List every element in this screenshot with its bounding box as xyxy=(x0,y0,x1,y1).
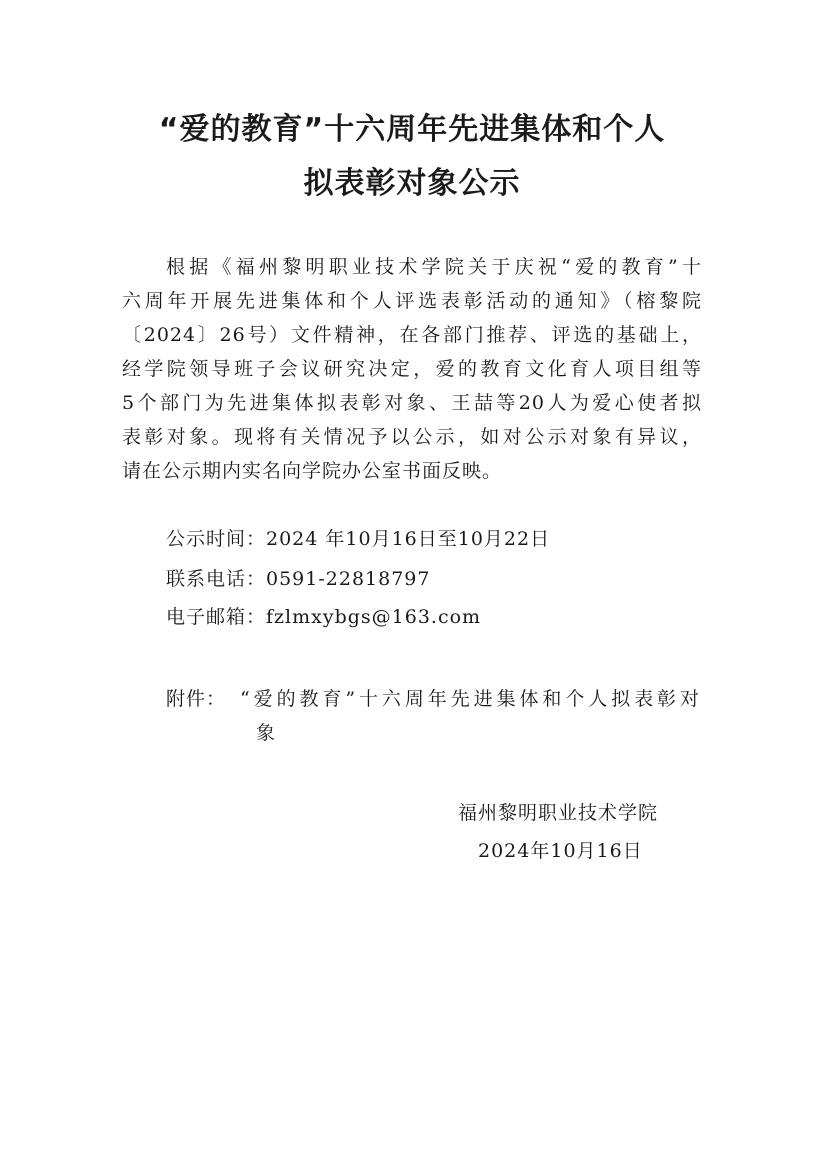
signature-date: 2024年10月16日 xyxy=(478,840,643,862)
body-line-3: 〔2024〕26号）文件精神，在各部门推荐、评选的基础上， xyxy=(122,324,702,346)
notice-period: 公示时间：2024 年10月16日至10月22日 xyxy=(166,528,551,550)
attachment-title-line1: “爱的教育”十六周年先进集体和个人拟表彰对 xyxy=(240,688,700,710)
attachment-title-line2: 象 xyxy=(256,722,277,744)
body-line-6: 表彰对象。现将有关情况予以公示，如对公示对象有异议， xyxy=(122,426,702,448)
body-line-1: 根据《福州黎明职业技术学院关于庆祝“爱的教育”十 xyxy=(166,256,702,278)
body-line-7: 请在公示期内实名向学院办公室书面反映。 xyxy=(122,460,503,482)
attachment-label: 附件： xyxy=(166,688,227,710)
contact-phone: 联系电话：0591-22818797 xyxy=(166,568,431,590)
contact-email: 电子邮箱：fzlmxybgs@163.com xyxy=(166,606,482,628)
document-title-line2: 拟表彰对象公示 xyxy=(303,166,521,201)
signature-organization: 福州黎明职业技术学院 xyxy=(458,802,659,824)
body-line-4: 经学院领导班子会议研究决定，爱的教育文化育人项目组等 xyxy=(122,358,702,380)
body-line-2: 六周年开展先进集体和个人评选表彰活动的通知》（榕黎院 xyxy=(122,290,702,312)
body-line-5: 5个部门为先进集体拟表彰对象、王喆等20人为爱心使者拟 xyxy=(122,392,702,414)
document-title-line1: “爱的教育”十六周年先进集体和个人 xyxy=(158,112,666,147)
